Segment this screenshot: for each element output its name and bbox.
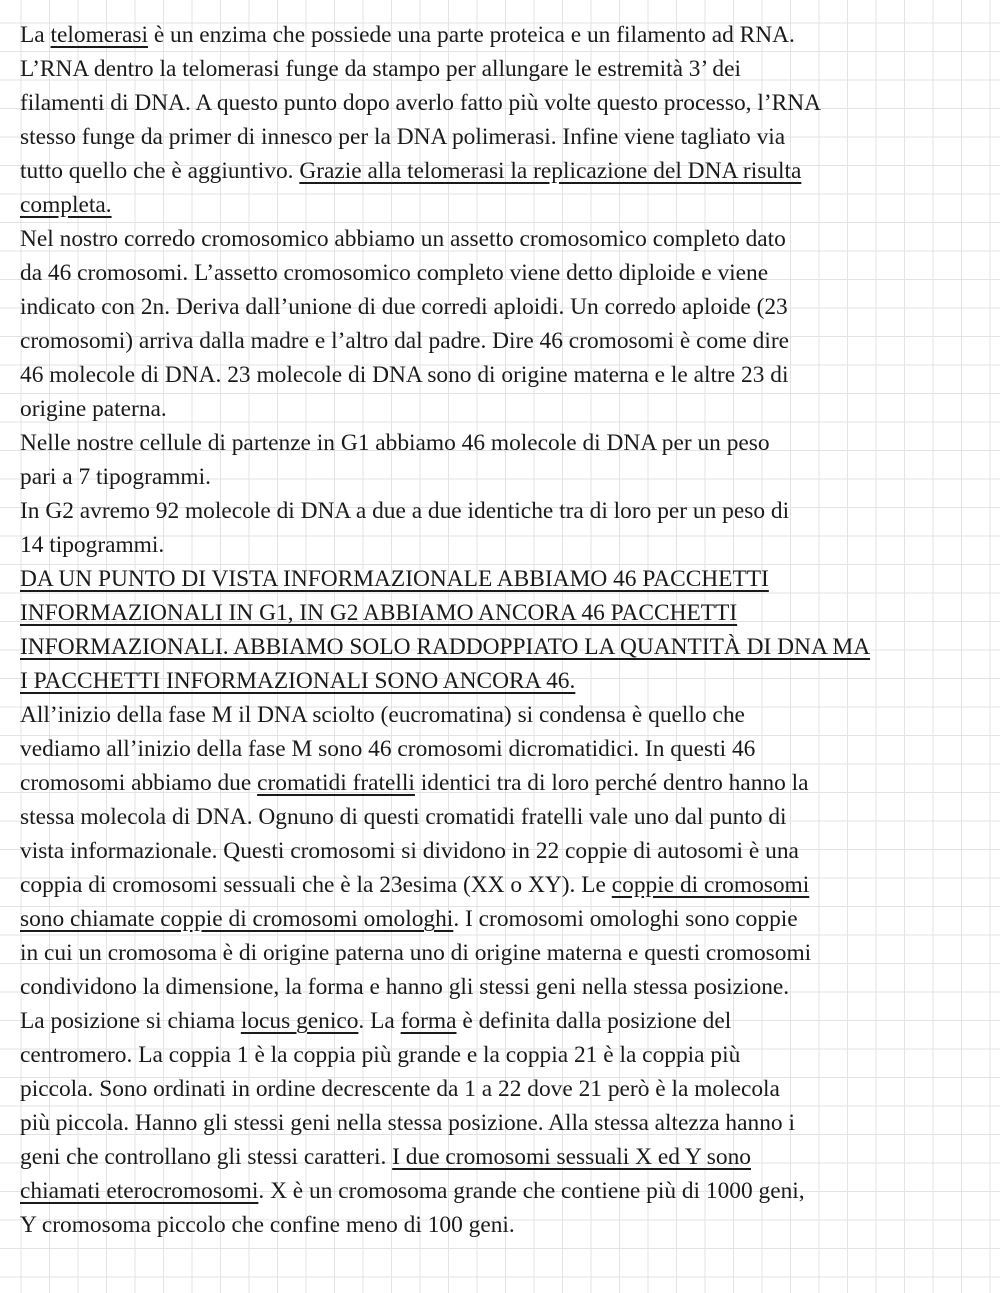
- underlined-text: Grazie alla telomerasi la replicazione del DNA risulta: [299, 158, 802, 184]
- text-line: [20, 426, 992, 460]
- text-line: [20, 222, 992, 256]
- text-segment: 46 molecole di DNA. 23 molecole di DNA sono di origine materna e le altre 23 di: [20, 362, 789, 388]
- text-line: [20, 494, 992, 528]
- text-segment: pari a 7 tipogrammi.: [20, 464, 211, 490]
- text-segment: stessa molecola di DNA. Ognuno di questi cromatidi fratelli vale uno dal punto di: [20, 804, 787, 830]
- text-segment: geni che controllano gli stessi caratteri.: [20, 1144, 393, 1170]
- text-line: [20, 868, 992, 902]
- text-segment: condividono la dimensione, la forma e hanno gli stessi geni nella stessa posizione.: [20, 974, 790, 1000]
- text-segment: vediamo all’inizio della fase M sono 46 cromosomi dicromatidici. In questi 46: [20, 736, 756, 762]
- text-segment: origine paterna.: [20, 396, 167, 422]
- text-line: [20, 902, 992, 936]
- text-segment: piccola. Sono ordinati in ordine decrescente da 1 a 22 dove 21 però è la molecola: [20, 1076, 780, 1102]
- text-line: [20, 392, 992, 426]
- text-line: [20, 154, 992, 188]
- text-line: [20, 1072, 992, 1106]
- text-line: [20, 698, 992, 732]
- underlined-text: I due cromosomi sessuali X ed Y sono: [392, 1144, 751, 1170]
- underlined-text: chiamati eterocromosomi: [20, 1178, 259, 1204]
- text-line: [20, 834, 992, 868]
- text-line: [20, 732, 992, 766]
- text-segment: più piccola. Hanno gli stessi geni nella stessa posizione. Alla stessa altezza hanno i: [20, 1110, 795, 1136]
- text-segment: L’RNA dentro la telomerasi funge da stampo per allungare le estremità 3’ dei: [20, 56, 741, 82]
- text-line: [20, 290, 992, 324]
- text-segment: . La: [358, 1008, 401, 1034]
- text-segment: indicato con 2n. Deriva dall’unione di due corredi aploidi. Un corredo aploide (23: [20, 294, 788, 320]
- text-line: [20, 936, 992, 970]
- text-segment: centromero. La coppia 1 è la coppia più grande e la coppia 21 è la coppia più: [20, 1042, 741, 1068]
- text-segment: stesso funge da primer di innesco per la DNA polimerasi. Infine viene tagliato via: [20, 124, 786, 150]
- text-line: [20, 562, 992, 596]
- underlined-text: cromatidi fratelli: [257, 770, 415, 796]
- text-segment: da 46 cromosomi. L’assetto cromosomico completo viene detto diploide e viene: [20, 260, 769, 286]
- text-segment: tutto quello che è aggiuntivo.: [20, 158, 300, 184]
- text-line: [20, 664, 992, 698]
- text-line: [20, 324, 992, 358]
- text-segment: coppia di cromosomi sessuali che è la 23esima (XX o XY). Le: [20, 872, 612, 898]
- text-segment: identici tra di loro perché dentro hanno la: [414, 770, 809, 796]
- underlined-text: I PACCHETTI INFORMAZIONALI SONO ANCORA 46.: [20, 668, 576, 694]
- underlined-text: coppie di cromosomi: [611, 872, 810, 898]
- text-segment: Nelle nostre cellule di partenze in G1 abbiamo 46 molecole di DNA per un peso: [20, 430, 770, 456]
- text-line: [20, 358, 992, 392]
- underlined-text: INFORMAZIONALI IN G1, IN G2 ABBIAMO ANCORA 46 PACCHETTI: [20, 600, 738, 626]
- text-segment: è un enzima che possiede una parte proteica e un filamento ad RNA.: [147, 22, 795, 48]
- underlined-text: INFORMAZIONALI. ABBIAMO SOLO RADDOPPIATO LA QUANTITÀ DI DNA MA: [20, 634, 871, 660]
- text-segment: cromosomi) arriva dalla madre e l’altro dal padre. Dire 46 cromosomi è come dire: [20, 328, 789, 354]
- text-line: [20, 120, 992, 154]
- text-segment: in cui un cromosoma è di origine paterna uno di origine materna e questi cromosomi: [20, 940, 812, 966]
- text-line: [20, 86, 992, 120]
- text-line: [20, 630, 992, 664]
- text-line: [20, 1038, 992, 1072]
- text-line: [20, 1208, 992, 1242]
- text-segment: Nel nostro corredo cromosomico abbiamo un assetto cromosomico completo dato: [20, 226, 786, 252]
- text-line: [20, 528, 992, 562]
- text-line: [20, 800, 992, 834]
- text-segment: In G2 avremo 92 molecole di DNA a due a due identiche tra di loro per un peso di: [20, 498, 790, 524]
- text-line: [20, 18, 992, 52]
- text-line: [20, 256, 992, 290]
- text-segment: 14 tipogrammi.: [20, 532, 165, 558]
- underlined-text: forma: [400, 1008, 457, 1034]
- text-segment: La posizione si chiama: [20, 1008, 241, 1034]
- underlined-text: locus genico: [240, 1008, 359, 1034]
- text-segment: Y cromosoma piccolo che confine meno di 100 geni.: [20, 1212, 515, 1238]
- text-line: [20, 1106, 992, 1140]
- text-line: [20, 460, 992, 494]
- underlined-text: sono chiamate coppie di cromosomi omologhi: [20, 906, 454, 932]
- text-line: [20, 52, 992, 86]
- text-segment: è definita dalla posizione del: [456, 1008, 732, 1034]
- text-line: [20, 1140, 992, 1174]
- underlined-text: DA UN PUNTO DI VISTA INFORMAZIONALE ABBIAMO 46 PACCHETTI: [20, 566, 769, 592]
- text-segment: cromosomi abbiamo due: [20, 770, 258, 796]
- text-line: [20, 596, 992, 630]
- text-segment: filamenti di DNA. A questo punto dopo averlo fatto più volte questo processo, l’RNA: [20, 90, 822, 116]
- notes-page: [20, 18, 992, 1242]
- text-line: [20, 970, 992, 1004]
- text-segment: All’inizio della fase M il DNA sciolto (eucromatina) si condensa è quello che: [20, 702, 745, 728]
- text-line: [20, 188, 992, 222]
- text-segment: . I cromosomi omologhi sono coppie: [453, 906, 798, 932]
- text-line: [20, 1004, 992, 1038]
- underlined-text: completa.: [20, 192, 112, 218]
- text-segment: . X è un cromosoma grande che contiene più di 1000 geni,: [258, 1178, 805, 1204]
- text-line: [20, 766, 992, 800]
- text-segment: vista informazionale. Questi cromosomi si dividono in 22 coppie di autosomi è una: [20, 838, 799, 864]
- underlined-text: telomerasi: [50, 22, 148, 48]
- text-line: [20, 1174, 992, 1208]
- text-segment: La: [20, 22, 51, 48]
